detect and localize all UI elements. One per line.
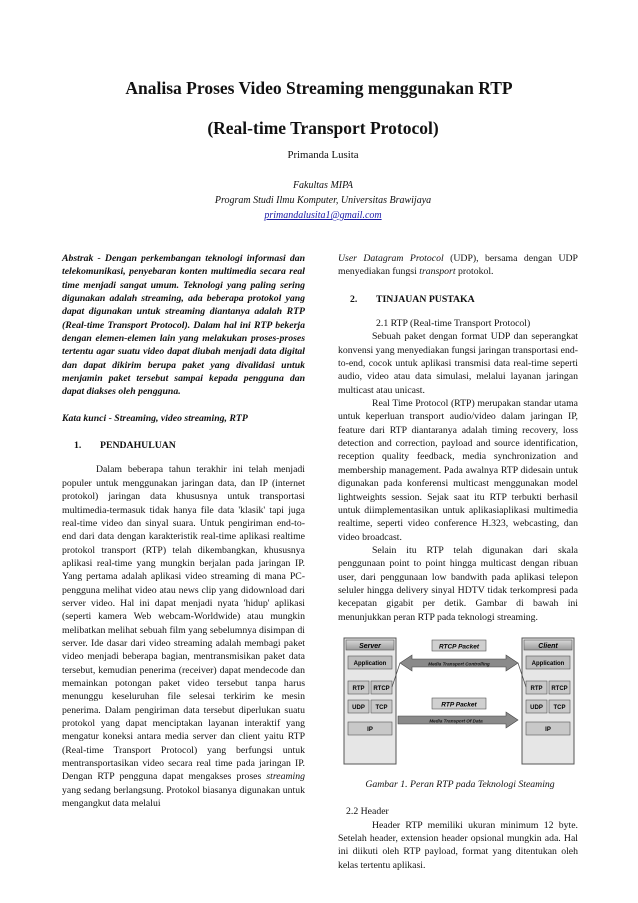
intro-text-b: yang sedang berlangsung. Protokol biasanya digunakan untuk mengangkut data melalui xyxy=(62,784,305,810)
rtcp-flow xyxy=(392,640,526,687)
client-ip-label: IP xyxy=(545,726,551,733)
subsection-heading-header: 2.2 Header xyxy=(346,806,389,818)
server-ip-label: IP xyxy=(367,726,373,733)
server-udp-label: UDP xyxy=(352,704,365,711)
rtp-flow xyxy=(398,698,518,728)
keywords: Kata kunci - Streaming, video streaming, RTP xyxy=(62,412,248,424)
rtp-architecture-diagram xyxy=(340,632,578,772)
paper-title-line1: Analisa Proses Video Streaming menggunakan RTP xyxy=(125,78,513,98)
section-heading-introduction xyxy=(62,439,305,452)
client-tcp-label: TCP xyxy=(553,704,566,711)
intro-text-a: Dalam beberapa tahun terakhir ini telah menjadi populer untuk menggunakan jaringan data, dan IP (internet protokol) jaringan data khususnya untuk transportasi multimedia-termasuk tidak hanya file data 'klasik' tapi juga real-time video dan sinyal suara. Untuk pengiriman end-to-end dari data dengan karakteristik real-time aplikasi realtime protokol transport (RTP) telah dikembangkan, khususnya aplikasi real-time yang mungkin berjalan pada jaringan IP. Yang pertama adalah aplikasi video streaming di mana PC-pengguna melihat video atau news clip yang didownload dari server video. Hal ini dapat menjadi nyata 'hidup' aplikasi (seperti kamera Web webcam-Worldwide) atau mungkin melibatkan melihat sebuah film yang sebelumnya disimpan di server. Ide dasar dari video streaming adalah membagi paket video menjadi beberapa bagian, mentransmisikan paket data tersebut, kemudian penerima (receiver) dapat mendecode dan memainkan potongan paket video tersebut tanpa harus menunggu keseluruhan file selesai terkirim ke mesin penerima. Dalam pengiriman data tersebut diperlukan suatu protokol yang dapat menciptakan layanan interaktif yang mengatur koneksi antara media server dan client yaitu RTP (Real-time Transport Protocol) yang berfungsi untuk mentransportasikan video secara real time pada jaringan IP. Dengan RTP pengguna dapat mengakses proses xyxy=(62,464,305,783)
transport-term: transport xyxy=(419,266,456,278)
client-rtp-label: RTP xyxy=(530,685,543,692)
data-label: Media Transport Of Data xyxy=(429,718,483,724)
rtp-packet-label: RTP Packet xyxy=(441,701,477,709)
faculty: Fakultas MIPA xyxy=(292,180,354,191)
abstract: Abstrak - Dengan perkembangan teknologi informasi dan telekomunikasi, penyebaran konten multimedia secara real time menjadi sangat umum. Teknologi yang paling sering digunakan adalah streaming, ada beberapa protokol yang dapat digunakan untuk streaming diantanya adalah RTP (Real-time Transport Protocol). Dalam hal ini RTP bekerja dengan elemen-elemen lain yang melakukan proses-proses tertentu agar suatu video dapat diubah menjadi data digital dan dapat dikirim berupa paket yang divalidasi untuk menjamin paket tersebut sampai kepada pengguna dan dapat diakses oleh pengguna. xyxy=(62,253,305,398)
server-rtp-label: RTP xyxy=(352,685,365,692)
left-column xyxy=(62,252,305,810)
client-udp-label: UDP xyxy=(530,704,543,711)
section-title: TINJAUAN PUSTAKA xyxy=(376,293,475,305)
continued-paragraph xyxy=(338,252,578,279)
subsection-heading-rtp: 2.1 RTP (Real-time Transport Protocol) xyxy=(376,318,531,330)
right-column xyxy=(338,252,578,872)
server-stack xyxy=(344,638,396,764)
controlling-label: Media Transport Controlling xyxy=(428,661,490,667)
section-number: 2. xyxy=(350,293,358,305)
client-rtcp-label: RTCP xyxy=(551,685,568,692)
server-rtcp-label: RTCP xyxy=(373,685,390,692)
figure-caption: Gambar 1. Peran RTP pada Teknologi Steaming xyxy=(365,778,555,790)
continued-text-end: protokol. xyxy=(457,266,494,278)
udp-term: User Datagram Protocol xyxy=(338,253,444,264)
client-stack xyxy=(522,638,574,764)
email-link[interactable]: primandalusita1@gmail.com xyxy=(264,210,382,221)
intro-emphasis: streaming xyxy=(266,771,306,783)
rtp-paragraph-2: Real Time Protocol (RTP) merupakan standar utama untuk keperluan transport audio/video dalam jaringan IP, feature dari RTP diantaranya adalah timing recovery, loss detection and correction, payload and source identification, reception quality feedback, media synchronization and membership management. Pada awalnya RTP didesain untuk digunakan pada konferensi multicast menggunakan model lightweights session. Sejak saat itu RTP terbukti berhasil untuk diimplementasikan untuk aplikasiaplikasi multimedia realtime, seperti video conference H.323, webcasting, dan video broadcast. xyxy=(338,398,578,543)
server-application-label: Application xyxy=(353,660,387,667)
study-program: Program Studi Ilmu Komputer, Universitas Brawijaya xyxy=(214,195,432,206)
server-label: Server xyxy=(359,642,381,650)
server-tcp-label: TCP xyxy=(375,704,388,711)
client-application-label: Application xyxy=(531,660,565,667)
rtp-paragraph-1: Sebuah paket dengan format UDP dan seperangkat konvensi yang menyediakan fungsi jaringan transportasi end-to-end, cocok untuk aplikasi transmisi data real-time seperti audio, video atau data simulasi, melalui layanan jaringan multicast atau unicast. xyxy=(338,331,578,396)
section-title: PENDAHULUAN xyxy=(100,440,176,452)
section-number: 1. xyxy=(74,440,82,452)
paper-title-line2: (Real-time Transport Protocol) xyxy=(207,118,439,138)
header-paragraph: Header RTP memiliki ukuran minimum 12 byte. Setelah header, extension header opsional mungkin ada. Hal ini diikuti oleh RTP payload, format yang ditentukan oleh kelas tertentu aplikasi. xyxy=(338,819,578,871)
section-heading-literature xyxy=(338,293,578,306)
rtp-paragraph-3: Selain itu RTP telah digunakan dari skala penggunaan point to point hingga multicast dengan ribuan user, dari penggunaan low bandwith pada aplikasi telepon seluler hingga delivery sinyal HDTV tidak terkompresi pada kecepatan gigabit per detik. Gambar di bawah ini menunjukkan peran RTP pada teknologi streaming. xyxy=(338,544,578,623)
continued-text: (UDP), bersama dengan UDP menyediakan fungsi xyxy=(338,253,578,278)
introduction-paragraph xyxy=(62,463,305,810)
client-label: Client xyxy=(538,642,558,650)
figure-rtp-role xyxy=(340,632,578,772)
author-name: Primanda Lusita xyxy=(287,149,359,161)
rtcp-packet-label: RTCP Packet xyxy=(438,643,480,651)
